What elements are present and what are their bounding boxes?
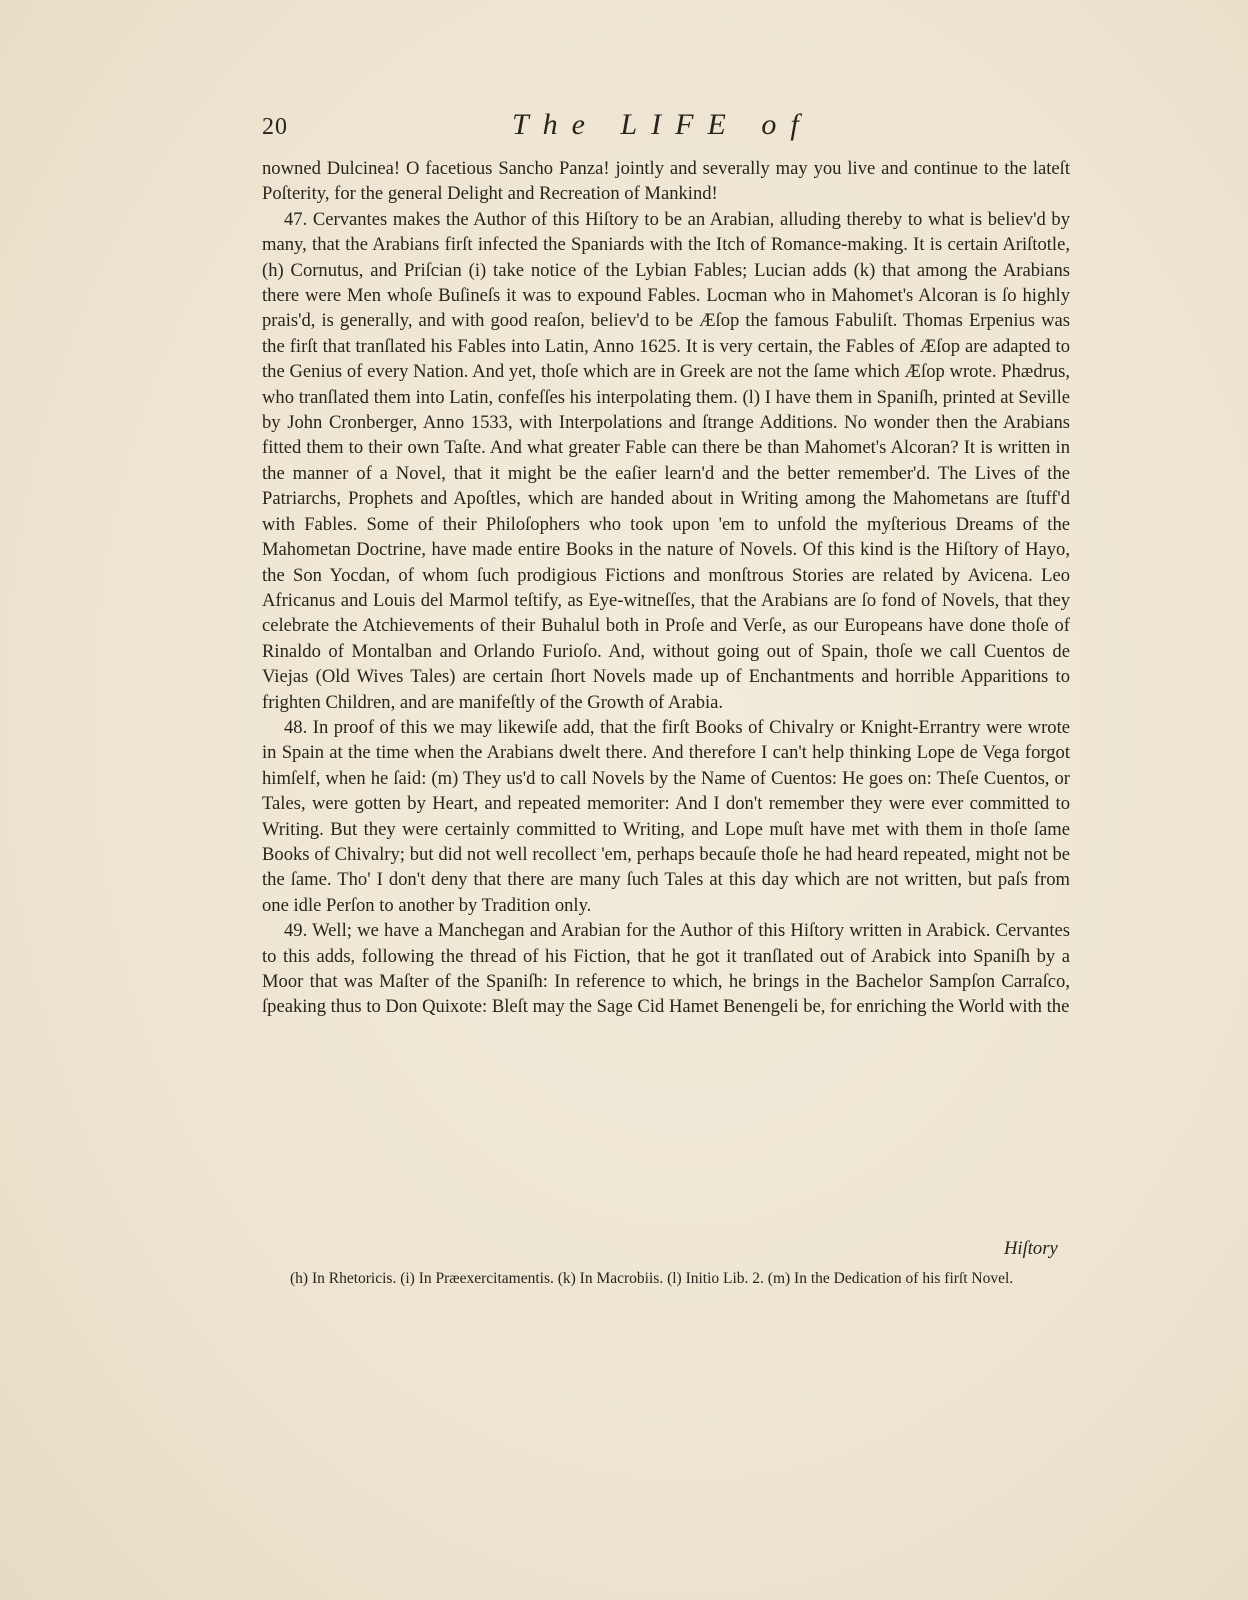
paragraph-continuation: nowned Dulcinea! O facetious Sancho Panza! jointly and severally may you live and continue to the lateſt Poſterity, for the general Delight and Recreation of Mankind! (262, 158, 1070, 205)
paragraph-49: 49. Well; we have a Manchegan and Arabian for the Author of this Hiſtory written in Arabick. Cervantes to this adds, following the thread of his Fiction, that he got it tranſlated out of Arabick into Spaniſh by a Moor that was Maſter of the Spaniſh: In reference to which, he brings in the Bachelor Sampſon Carraſco, ſpeaking thus to Don Quixote: Bleſt may the Sage Cid Hamet Benengeli be, for enriching the World with the (262, 920, 1070, 1018)
paragraph-48: 48. In proof of this we may likewiſe add, that the firſt Books of Chivalry or Knight-Errantry were wrote in Spain at the time when the Arabians dwelt there. And therefore I can't help thinking Lope de Vega forgot himſelf, when he ſaid: (m) They us'd to call Novels by the Name of Cuentos: He goes on: Theſe Cuentos, or Tales, were gotten by Heart, and repeated memoriter: And I don't remember they were ever committed to Writing. But they were certainly committed to Writing, and Lope muſt have met with them in thoſe ſame Books of Chivalry; but did not well recollect 'em, perhaps becauſe thoſe he had heard repeated, might not be the ſame. Tho' I don't deny that there are many ſuch Tales at this day which are not written, but paſs from one idle Perſon to another by Tradition only. (262, 716, 1070, 916)
running-head: The LIFE of (512, 108, 813, 141)
body-text (262, 156, 1070, 1020)
page-header (262, 108, 1072, 148)
catchword: Hiſtory (1004, 1238, 1058, 1259)
page-number: 20 (262, 114, 288, 140)
footnotes (272, 1270, 1072, 1287)
paragraph-47: 47. Cervantes makes the Author of this Hiſtory to be an Arabian, alluding thereby to what is believ'd by many, that the Arabians firſt infected the Spaniards with the Itch of Romance-making. It is certain Ariſtotle, (h) Cornutus, and Priſcian (i) take notice of the Lybian Fables; Lucian adds (k) that among the Arabians there were Men whoſe Buſineſs it was to expound Fables. Locman who in Mahomet's Alcoran is ſo highly prais'd, is generally, and with good reaſon, believ'd to be Æſop the famous Fabuliſt. Thomas Erpenius was the firſt that tranſlated his Fables into Latin, Anno 1625. It is very certain, the Fables of Æſop are adapted to the Genius of every Nation. And yet, thoſe which are in Greek are not the ſame which Æſop wrote. Phædrus, who tranſlated them into Latin, confeſſes his interpolating them. (l) I have them in Spaniſh, printed at Seville by John Cronberger, Anno 1533, with Interpolations and ſtrange Additions. No wonder then the Arabians fitted them to their own Taſte. And what greater Fable can there be than Mahomet's Alcoran? It is written in the manner of a Novel, that it might be the eaſier learn'd and the better remember'd. The Lives of the Patriarchs, Prophets and Apoſtles, which are handed about in Writing among the Mahometans are ſtuff'd with Fables. Some of their Philoſophers who took upon 'em to unfold the myſterious Dreams of the Mahometan Doctrine, have made entire Books in the nature of Novels. Of this kind is the Hiſtory of Hayo, the Son Yocdan, of whom ſuch prodigious Fictions and monſtrous Stories are related by Avicena. Leo Africanus and Louis del Marmol teſtify, as Eye-witneſſes, that the Arabians are ſo fond of Novels, that they celebrate the Atchievements of their Buhalul both in Proſe and Verſe, as our Europeans have done thoſe of Rinaldo of Montalban and Orlando Furioſo. And, without going out of Spain, thoſe we call Cuentos de Viejas (Old Wives Tales) are certain ſhort Novels made up of Enchantments and horrible Apparitions to frighten Children, and are manifeſtly of the Growth of Arabia. (262, 208, 1070, 713)
footnote-text: (h) In Rhetoricis. (i) In Præexercitamentis. (k) In Macrobiis. (l) Initio Lib. 2. (m) In the Dedication of his firſt Novel. (290, 1270, 1014, 1287)
